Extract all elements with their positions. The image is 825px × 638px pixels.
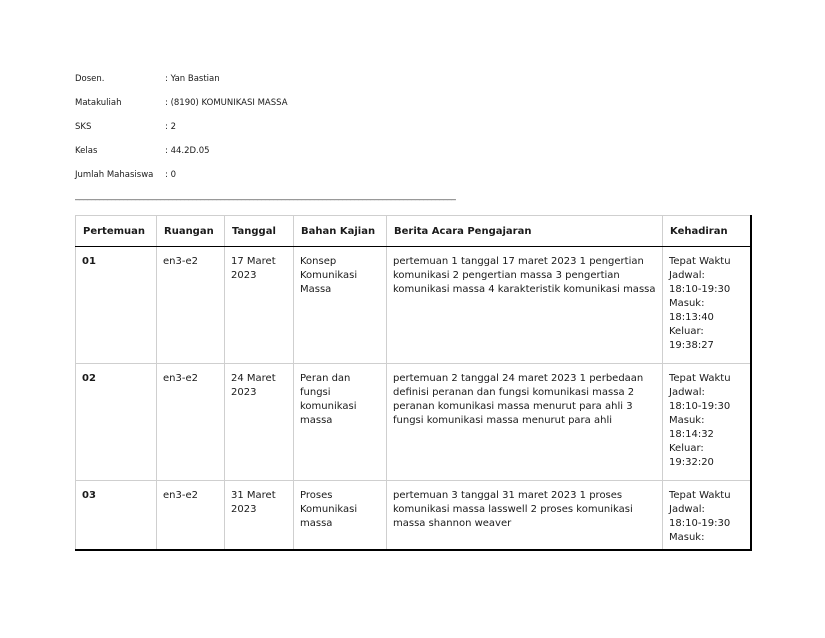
kehadiran-line: Masuk: bbox=[669, 298, 705, 309]
kehadiran-line: Masuk: bbox=[669, 415, 705, 426]
cell-kehadiran bbox=[663, 247, 751, 364]
divider-line: ______________________________________________________________________________________________ bbox=[75, 191, 456, 201]
cell-ruangan: en3-e2 bbox=[157, 247, 225, 364]
cell-pertemuan: 01 bbox=[76, 247, 157, 364]
header-berita-acara: Berita Acara Pengajaran bbox=[387, 216, 663, 247]
cell-bahan-kajian: Peran dan fungsi komunikasi massa bbox=[294, 364, 387, 481]
header-ruangan: Ruangan bbox=[157, 216, 225, 247]
info-row-sks bbox=[75, 122, 288, 146]
header-tanggal: Tanggal bbox=[225, 216, 294, 247]
kehadiran-line: 19:38:27 bbox=[669, 340, 714, 351]
info-row-dosen bbox=[75, 74, 288, 98]
kehadiran-line: Jadwal: bbox=[669, 387, 705, 398]
cell-ruangan: en3-e2 bbox=[157, 481, 225, 551]
info-value: : 2 bbox=[165, 122, 176, 132]
cell-kehadiran bbox=[663, 481, 751, 551]
cell-bahan-kajian: Konsep Komunikasi Massa bbox=[294, 247, 387, 364]
info-value: : Yan Bastian bbox=[165, 74, 220, 84]
cell-pertemuan: 03 bbox=[76, 481, 157, 551]
info-label: Dosen. bbox=[75, 74, 105, 84]
kehadiran-line: Jadwal: bbox=[669, 270, 705, 281]
header-bahan-kajian: Bahan Kajian bbox=[294, 216, 387, 247]
table-row bbox=[76, 364, 751, 481]
cell-berita-acara: pertemuan 1 tanggal 17 maret 2023 1 pengertian komunikasi 2 pengertian massa 3 pengertian komunikasi massa 4 karakteristik komunikasi massa bbox=[387, 247, 663, 364]
info-value: : 44.2D.05 bbox=[165, 146, 210, 156]
header-pertemuan: Pertemuan bbox=[76, 216, 157, 247]
course-info bbox=[75, 74, 288, 194]
kehadiran-line: Tepat Waktu bbox=[669, 256, 731, 267]
kehadiran-line: Tepat Waktu bbox=[669, 373, 731, 384]
info-value: : 0 bbox=[165, 170, 176, 180]
cell-ruangan: en3-e2 bbox=[157, 364, 225, 481]
cell-berita-acara: pertemuan 2 tanggal 24 maret 2023 1 perbedaan definisi peranan dan fungsi komunikasi massa 2 peranan komunikasi massa menurut para ahli 3 fungsi komunikasi massa menurut para ahli bbox=[387, 364, 663, 481]
kehadiran-line: Masuk: bbox=[669, 532, 705, 543]
cell-berita-acara: pertemuan 3 tanggal 31 maret 2023 1 proses komunikasi massa lasswell 2 proses komunikasi massa shannon weaver bbox=[387, 481, 663, 551]
schedule-table bbox=[75, 215, 752, 551]
kehadiran-line: 18:10-19:30 bbox=[669, 401, 731, 412]
kehadiran-line: 18:13:40 bbox=[669, 312, 714, 323]
info-label: Matakuliah bbox=[75, 98, 122, 108]
kehadiran-line: 18:10-19:30 bbox=[669, 518, 731, 529]
cell-kehadiran bbox=[663, 364, 751, 481]
cell-tanggal: 24 Maret 2023 bbox=[225, 364, 294, 481]
kehadiran-line: Keluar: bbox=[669, 443, 704, 454]
table-header-row bbox=[76, 216, 751, 247]
info-row-matakuliah bbox=[75, 98, 288, 122]
cell-tanggal: 31 Maret 2023 bbox=[225, 481, 294, 551]
info-label: Kelas bbox=[75, 146, 98, 156]
info-value: : (8190) KOMUNIKASI MASSA bbox=[165, 98, 288, 108]
kehadiran-line: Tepat Waktu bbox=[669, 490, 731, 501]
info-label: Jumlah Mahasiswa bbox=[75, 170, 154, 180]
kehadiran-line: Keluar: bbox=[669, 326, 704, 337]
header-kehadiran: Kehadiran bbox=[663, 216, 751, 247]
info-row-kelas bbox=[75, 146, 288, 170]
info-label: SKS bbox=[75, 122, 92, 132]
kehadiran-line: Jadwal: bbox=[669, 504, 705, 515]
kehadiran-line: 19:32:20 bbox=[669, 457, 714, 468]
kehadiran-line: 18:10-19:30 bbox=[669, 284, 731, 295]
cell-bahan-kajian: Proses Komunikasi massa bbox=[294, 481, 387, 551]
kehadiran-line: 18:14:32 bbox=[669, 429, 714, 440]
table-row bbox=[76, 481, 751, 551]
cell-pertemuan: 02 bbox=[76, 364, 157, 481]
cell-tanggal: 17 Maret 2023 bbox=[225, 247, 294, 364]
table-row bbox=[76, 247, 751, 364]
